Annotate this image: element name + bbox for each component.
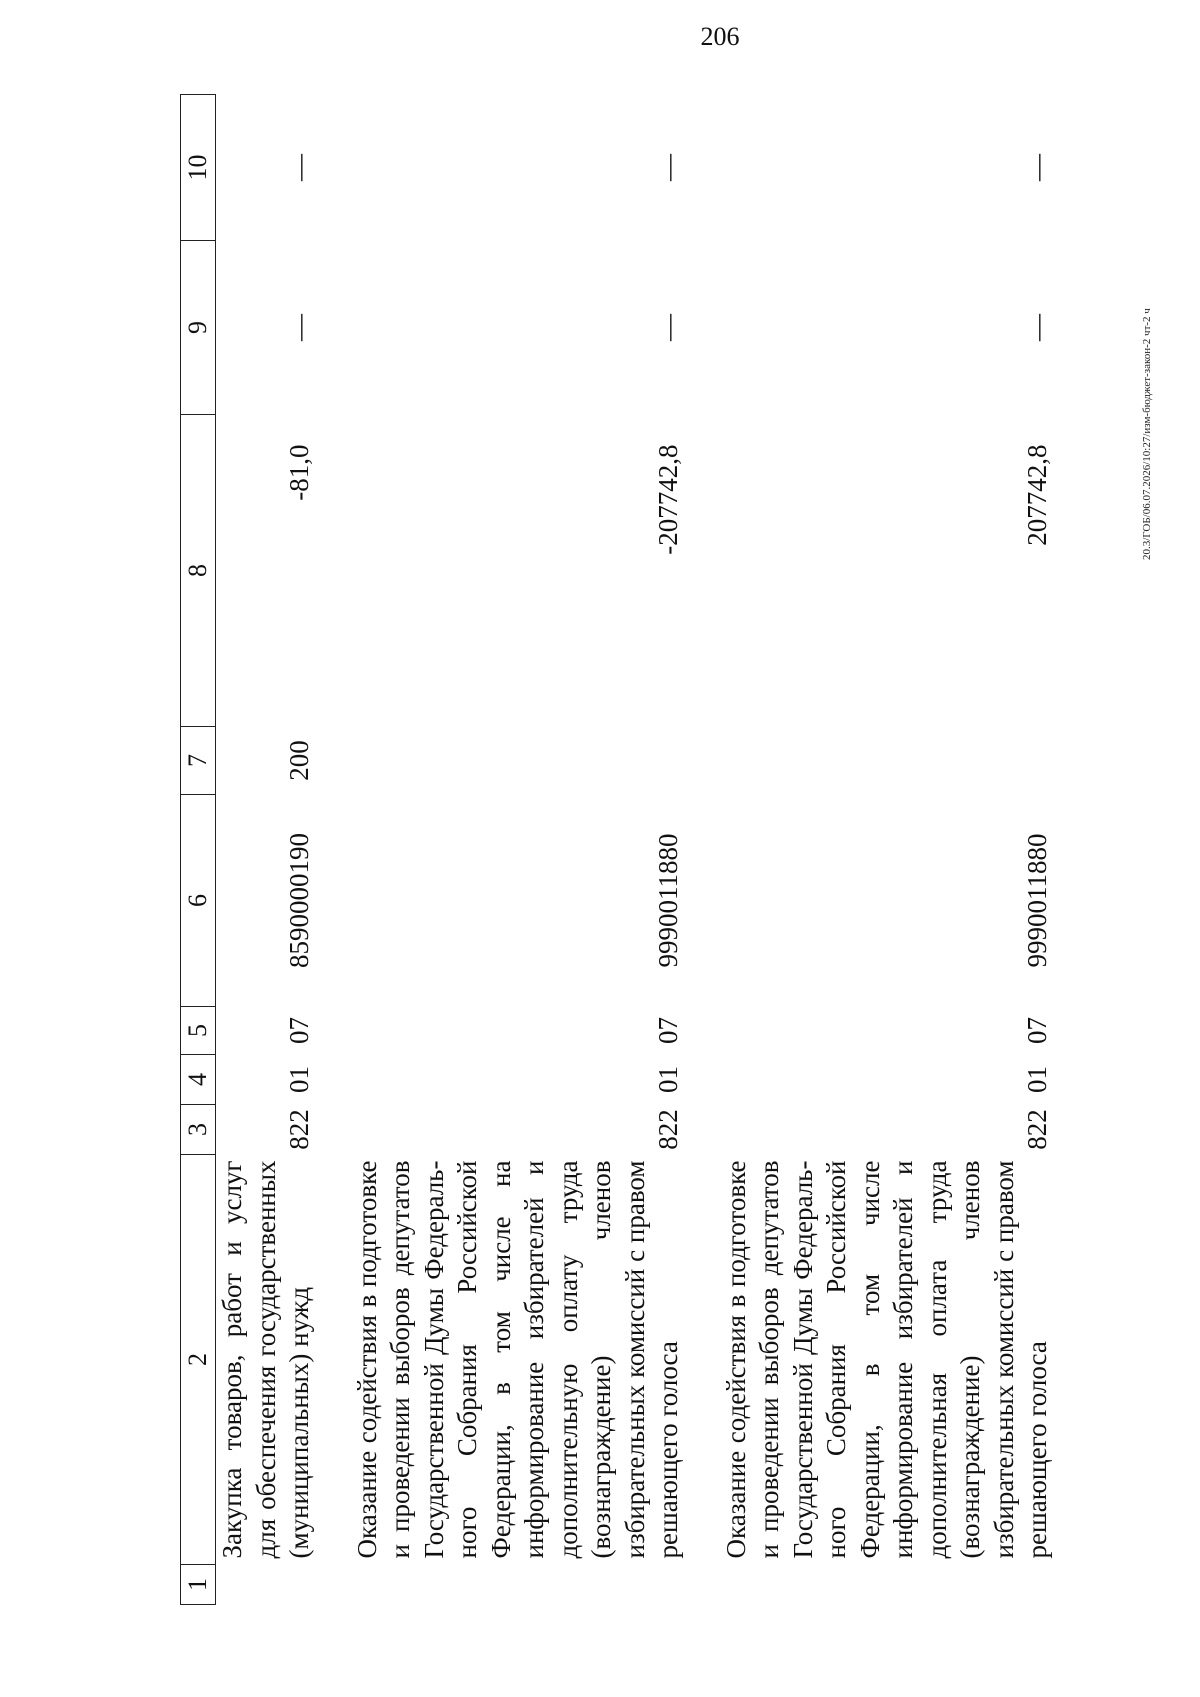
cell-amount: -207742,8 bbox=[653, 444, 683, 555]
cell-amount: 207742,8 bbox=[1022, 444, 1052, 546]
column-header: 9 bbox=[181, 241, 216, 415]
cell-col9: — bbox=[653, 314, 683, 341]
cell-expense-type bbox=[351, 727, 686, 795]
cell-target-article: 8590000190 bbox=[284, 833, 314, 968]
cell-col1 bbox=[216, 1565, 317, 1605]
rotated-table-container bbox=[180, 95, 1052, 1605]
cell-amount: -81,0 bbox=[284, 444, 314, 501]
cell-col10: — bbox=[284, 154, 314, 181]
cell-description: Оказание содействия в подготовке и проведении выборов депутатов Государственной Думы Федерального Собрания Российской Федерации, в том числе на информирование избирателей и дополнительную оплату труда (вознаграждение) членов избирательных комиссий с правом решающего голоса bbox=[351, 1160, 683, 1559]
column-header: 6 bbox=[181, 795, 216, 1007]
column-header: 3 bbox=[181, 1105, 216, 1155]
cell-ministry-code: 822 bbox=[284, 1109, 314, 1150]
column-header: 7 bbox=[181, 727, 216, 795]
column-header: 10 bbox=[181, 95, 216, 241]
column-header: 5 bbox=[181, 1007, 216, 1055]
cell-subsection-code: 07 bbox=[653, 1017, 683, 1044]
column-header: 2 bbox=[181, 1155, 216, 1565]
table-row bbox=[720, 95, 1055, 1605]
cell-ministry-code: 822 bbox=[653, 1109, 683, 1150]
row-spacer bbox=[317, 95, 351, 1605]
cell-section-code: 01 bbox=[653, 1066, 683, 1093]
cell-description: Закупка товаров, работ и услуг для обеспечения государственных (муниципальных) нужд bbox=[217, 1160, 314, 1559]
cell-ministry-code: 822 bbox=[1022, 1109, 1052, 1150]
table-row bbox=[216, 95, 317, 1605]
cell-subsection-code: 07 bbox=[1022, 1017, 1052, 1044]
table-row bbox=[351, 95, 686, 1605]
cell-col1 bbox=[351, 1565, 686, 1605]
cell-target-article: 9990011880 bbox=[653, 833, 683, 968]
cell-section-code: 01 bbox=[1022, 1066, 1052, 1093]
cell-col10: — bbox=[653, 154, 683, 181]
cell-col9: — bbox=[284, 314, 314, 341]
cell-section-code: 01 bbox=[284, 1066, 314, 1093]
table-header-row bbox=[181, 95, 216, 1605]
document-footer-code: 20.3/ГОБ/06.07.2026/10:27/изм-бюджет-закон-2 чт-2 ч bbox=[1141, 308, 1153, 560]
column-header: 8 bbox=[181, 415, 216, 727]
column-header: 1 bbox=[181, 1565, 216, 1605]
cell-col10: — bbox=[1022, 154, 1052, 181]
cell-description: Оказание содействия в подготовке и проведении выборов депутатов Государственной Думы Федерального Собрания Российской Федерации, в том числе информирование избирателей и дополнительная оплата труда (вознаграждение) членов избирательных комиссий с правом решающего голоса bbox=[720, 1160, 1052, 1559]
cell-col1 bbox=[720, 1565, 1055, 1605]
page-number: 206 bbox=[700, 22, 740, 51]
cell-subsection-code: 07 bbox=[284, 1017, 314, 1044]
cell-expense-type bbox=[720, 727, 1055, 795]
row-spacer bbox=[686, 95, 720, 1605]
cell-col9: — bbox=[1022, 314, 1052, 341]
column-header: 4 bbox=[181, 1055, 216, 1105]
cell-target-article: 9990011880 bbox=[1022, 833, 1052, 968]
cell-expense-type: 200 bbox=[284, 740, 314, 781]
budget-table bbox=[180, 94, 1055, 1605]
